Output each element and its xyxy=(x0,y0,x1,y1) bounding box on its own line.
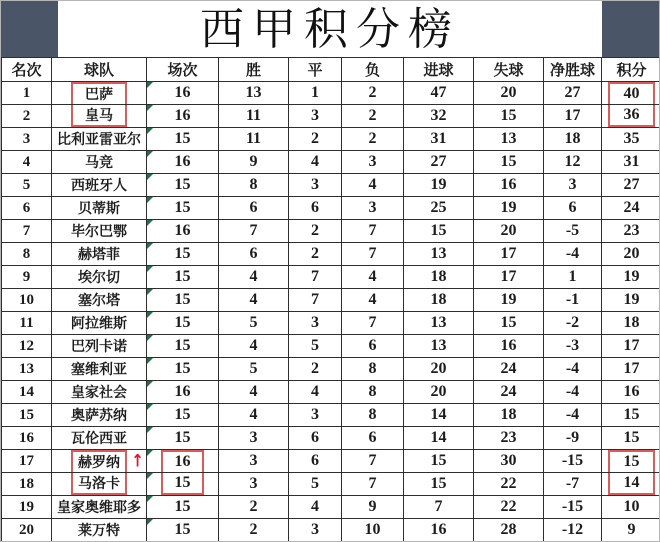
cell-loss: 2 xyxy=(342,105,404,128)
cell-draw: 6 xyxy=(289,197,342,220)
cell-loss: 8 xyxy=(342,358,404,381)
cell-pts: 19 xyxy=(602,266,660,289)
cell-pts: 31 xyxy=(602,151,660,174)
cell-team: 巴列卡诺 xyxy=(52,335,147,358)
cell-gf: 32 xyxy=(404,105,474,128)
cell-gf: 18 xyxy=(404,266,474,289)
table-row xyxy=(2,496,660,519)
cell-draw: 3 xyxy=(289,174,342,197)
cell-pts: 36 xyxy=(602,105,660,128)
cell-ga: 19 xyxy=(474,197,544,220)
cell-team: 马竞 xyxy=(52,151,147,174)
cell-gf: 15 xyxy=(404,220,474,243)
cell-pts: 10 xyxy=(602,496,660,519)
column-header-rank: 名次 xyxy=(2,58,52,82)
cell-ga: 22 xyxy=(474,473,544,496)
cell-ga: 18 xyxy=(474,404,544,427)
cell-loss: 2 xyxy=(342,82,404,105)
cell-draw: 3 xyxy=(289,404,342,427)
cell-loss: 8 xyxy=(342,381,404,404)
table-header-row xyxy=(2,58,660,82)
cell-gf: 16 xyxy=(404,519,474,542)
cell-pts: 35 xyxy=(602,128,660,151)
cell-gd: -9 xyxy=(544,427,602,450)
table-row xyxy=(2,312,660,335)
cell-team: 毕尔巴鄂 xyxy=(52,220,147,243)
cell-rank: 13 xyxy=(2,358,52,381)
cell-gd: -1 xyxy=(544,289,602,312)
cell-team: 巴萨 xyxy=(52,82,147,105)
cell-played: 15 xyxy=(147,358,219,381)
cell-team: 赫罗纳 ↑ xyxy=(52,450,147,473)
cell-rank: 5 xyxy=(2,174,52,197)
cell-gf: 27 xyxy=(404,151,474,174)
cell-team: 马洛卡 xyxy=(52,473,147,496)
column-header-team: 球队 xyxy=(52,58,147,82)
cell-draw: 5 xyxy=(289,335,342,358)
cell-pts: 20 xyxy=(602,243,660,266)
cell-win: 4 xyxy=(219,381,289,404)
cell-ga: 16 xyxy=(474,174,544,197)
cell-played: 16 xyxy=(147,82,219,105)
cell-win: 3 xyxy=(219,427,289,450)
cell-rank: 7 xyxy=(2,220,52,243)
cell-draw: 6 xyxy=(289,427,342,450)
cell-gf: 20 xyxy=(404,358,474,381)
cell-gf: 13 xyxy=(404,312,474,335)
cell-played: 15 xyxy=(147,427,219,450)
cell-rank: 20 xyxy=(2,519,52,542)
table-row xyxy=(2,105,660,128)
cell-pts: 17 xyxy=(602,335,660,358)
cell-team: 塞维利亚 xyxy=(52,358,147,381)
cell-ga: 13 xyxy=(474,128,544,151)
cell-draw: 4 xyxy=(289,496,342,519)
cell-team: 塞尔塔 xyxy=(52,289,147,312)
column-header-pts: 积分 xyxy=(602,58,660,82)
cell-played: 15 xyxy=(147,174,219,197)
cell-team: 阿拉维斯 xyxy=(52,312,147,335)
cell-ga: 24 xyxy=(474,358,544,381)
cell-win: 6 xyxy=(219,243,289,266)
cell-rank: 15 xyxy=(2,404,52,427)
promotion-up-arrow-icon: ↑ xyxy=(131,450,144,471)
cell-loss: 6 xyxy=(342,335,404,358)
table-row xyxy=(2,404,660,427)
cell-gd: -15 xyxy=(544,450,602,473)
cell-team: 莱万特 xyxy=(52,519,147,542)
cell-pts: 16 xyxy=(602,381,660,404)
column-header-gd: 净胜球 xyxy=(544,58,602,82)
cell-loss: 8 xyxy=(342,404,404,427)
cell-draw: 2 xyxy=(289,358,342,381)
cell-gf: 47 xyxy=(404,82,474,105)
cell-loss: 9 xyxy=(342,496,404,519)
title-bar xyxy=(1,1,659,57)
table-row xyxy=(2,220,660,243)
cell-played: 15 xyxy=(147,335,219,358)
cell-draw: 4 xyxy=(289,151,342,174)
cell-ga: 24 xyxy=(474,381,544,404)
cell-loss: 7 xyxy=(342,243,404,266)
cell-ga: 20 xyxy=(474,82,544,105)
cell-win: 3 xyxy=(219,450,289,473)
cell-win: 7 xyxy=(219,220,289,243)
table-row xyxy=(2,243,660,266)
cell-loss: 4 xyxy=(342,266,404,289)
cell-team: 皇马 xyxy=(52,105,147,128)
cell-pts: 19 xyxy=(602,289,660,312)
cell-pts: 24 xyxy=(602,197,660,220)
cell-gf: 18 xyxy=(404,289,474,312)
cell-draw: 1 xyxy=(289,82,342,105)
cell-win: 13 xyxy=(219,82,289,105)
cell-gf: 13 xyxy=(404,243,474,266)
cell-gd: 17 xyxy=(544,105,602,128)
cell-loss: 7 xyxy=(342,473,404,496)
cell-pts: 23 xyxy=(602,220,660,243)
table-row xyxy=(2,381,660,404)
cell-pts: 27 xyxy=(602,174,660,197)
column-header-played: 场次 xyxy=(147,58,219,82)
cell-gf: 15 xyxy=(404,473,474,496)
cell-played: 15 xyxy=(147,243,219,266)
cell-gd: -7 xyxy=(544,473,602,496)
cell-rank: 3 xyxy=(2,128,52,151)
cell-pts: 15 xyxy=(602,450,660,473)
cell-ga: 16 xyxy=(474,335,544,358)
cell-team: 皇家奥维耶多 xyxy=(52,496,147,519)
cell-team: 赫塔菲 xyxy=(52,243,147,266)
cell-gf: 14 xyxy=(404,404,474,427)
cell-win: 2 xyxy=(219,519,289,542)
cell-win: 4 xyxy=(219,266,289,289)
cell-ga: 20 xyxy=(474,220,544,243)
cell-rank: 2 xyxy=(2,105,52,128)
cell-win: 6 xyxy=(219,197,289,220)
cell-gd: -12 xyxy=(544,519,602,542)
column-header-ga: 失球 xyxy=(474,58,544,82)
cell-rank: 8 xyxy=(2,243,52,266)
cell-gd: 6 xyxy=(544,197,602,220)
cell-loss: 4 xyxy=(342,289,404,312)
cell-team: 比利亚雷亚尔 xyxy=(52,128,147,151)
cell-gd: 27 xyxy=(544,82,602,105)
cell-gd: -4 xyxy=(544,358,602,381)
cell-gf: 25 xyxy=(404,197,474,220)
cell-draw: 6 xyxy=(289,450,342,473)
cell-win: 4 xyxy=(219,289,289,312)
cell-played: 15 xyxy=(147,404,219,427)
cell-gd: -5 xyxy=(544,220,602,243)
cell-win: 3 xyxy=(219,473,289,496)
cell-gf: 13 xyxy=(404,335,474,358)
cell-played: 15 xyxy=(147,312,219,335)
player-illustration-right-image xyxy=(602,1,659,57)
table-row xyxy=(2,450,660,473)
cell-team: 贝蒂斯 xyxy=(52,197,147,220)
table-body xyxy=(2,82,660,542)
cell-rank: 11 xyxy=(2,312,52,335)
header-row xyxy=(2,58,660,82)
cell-draw: 7 xyxy=(289,289,342,312)
cell-team: 奥萨苏纳 xyxy=(52,404,147,427)
cell-gf: 14 xyxy=(404,427,474,450)
cell-loss: 10 xyxy=(342,519,404,542)
cell-rank: 18 xyxy=(2,473,52,496)
cell-played: 16 xyxy=(147,151,219,174)
cell-gd: -4 xyxy=(544,404,602,427)
table-row xyxy=(2,174,660,197)
player-illustration-left-image xyxy=(1,1,58,57)
cell-draw: 3 xyxy=(289,312,342,335)
column-header-loss: 负 xyxy=(342,58,404,82)
table-row xyxy=(2,266,660,289)
cell-rank: 6 xyxy=(2,197,52,220)
cell-ga: 19 xyxy=(474,289,544,312)
cell-ga: 28 xyxy=(474,519,544,542)
cell-draw: 2 xyxy=(289,220,342,243)
table-row xyxy=(2,82,660,105)
cell-gf: 19 xyxy=(404,174,474,197)
cell-gd: 18 xyxy=(544,128,602,151)
cell-ga: 30 xyxy=(474,450,544,473)
cell-loss: 4 xyxy=(342,174,404,197)
cell-rank: 17 xyxy=(2,450,52,473)
cell-pts: 14 xyxy=(602,473,660,496)
cell-gd: -2 xyxy=(544,312,602,335)
cell-gf: 31 xyxy=(404,128,474,151)
cell-rank: 9 xyxy=(2,266,52,289)
table-row xyxy=(2,335,660,358)
cell-rank: 16 xyxy=(2,427,52,450)
cell-gd: 3 xyxy=(544,174,602,197)
cell-team: 瓦伦西亚 xyxy=(52,427,147,450)
cell-rank: 4 xyxy=(2,151,52,174)
cell-draw: 5 xyxy=(289,473,342,496)
cell-played: 16 xyxy=(147,105,219,128)
table-row xyxy=(2,473,660,496)
cell-ga: 15 xyxy=(474,312,544,335)
cell-pts: 15 xyxy=(602,404,660,427)
table-row xyxy=(2,519,660,542)
cell-pts: 17 xyxy=(602,358,660,381)
cell-ga: 23 xyxy=(474,427,544,450)
cell-rank: 12 xyxy=(2,335,52,358)
cell-draw: 3 xyxy=(289,519,342,542)
cell-gd: -15 xyxy=(544,496,602,519)
table-row xyxy=(2,197,660,220)
cell-win: 11 xyxy=(219,105,289,128)
cell-gd: 12 xyxy=(544,151,602,174)
cell-draw: 4 xyxy=(289,381,342,404)
cell-played: 15 xyxy=(147,266,219,289)
cell-gd: 1 xyxy=(544,266,602,289)
column-header-gf: 进球 xyxy=(404,58,474,82)
cell-gf: 20 xyxy=(404,381,474,404)
cell-pts: 40 xyxy=(602,82,660,105)
table-row xyxy=(2,427,660,450)
cell-loss: 2 xyxy=(342,128,404,151)
cell-team: 西班牙人 xyxy=(52,174,147,197)
cell-gf: 15 xyxy=(404,450,474,473)
cell-rank: 14 xyxy=(2,381,52,404)
cell-gd: -3 xyxy=(544,335,602,358)
cell-draw: 2 xyxy=(289,243,342,266)
cell-ga: 15 xyxy=(474,151,544,174)
cell-gf: 7 xyxy=(404,496,474,519)
cell-rank: 1 xyxy=(2,82,52,105)
cell-loss: 7 xyxy=(342,312,404,335)
cell-win: 11 xyxy=(219,128,289,151)
cell-win: 9 xyxy=(219,151,289,174)
cell-pts: 18 xyxy=(602,312,660,335)
cell-team: 埃尔切 xyxy=(52,266,147,289)
cell-ga: 15 xyxy=(474,105,544,128)
cell-played: 16 xyxy=(147,220,219,243)
table-row xyxy=(2,151,660,174)
cell-played: 16 xyxy=(147,450,219,473)
cell-rank: 19 xyxy=(2,496,52,519)
table-row xyxy=(2,128,660,151)
cell-loss: 3 xyxy=(342,151,404,174)
cell-played: 15 xyxy=(147,473,219,496)
cell-played: 15 xyxy=(147,289,219,312)
cell-rank: 10 xyxy=(2,289,52,312)
cell-win: 5 xyxy=(219,312,289,335)
cell-team: 皇家社会 xyxy=(52,381,147,404)
cell-draw: 3 xyxy=(289,105,342,128)
cell-played: 15 xyxy=(147,496,219,519)
cell-win: 8 xyxy=(219,174,289,197)
column-header-win: 胜 xyxy=(219,58,289,82)
cell-pts: 9 xyxy=(602,519,660,542)
cell-played: 15 xyxy=(147,519,219,542)
cell-loss: 7 xyxy=(342,450,404,473)
cell-win: 2 xyxy=(219,496,289,519)
cell-played: 16 xyxy=(147,381,219,404)
cell-draw: 7 xyxy=(289,266,342,289)
cell-win: 4 xyxy=(219,335,289,358)
cell-pts: 15 xyxy=(602,427,660,450)
cell-loss: 7 xyxy=(342,220,404,243)
cell-draw: 2 xyxy=(289,128,342,151)
cell-gd: -4 xyxy=(544,381,602,404)
cell-ga: 22 xyxy=(474,496,544,519)
cell-played: 15 xyxy=(147,128,219,151)
table-row xyxy=(2,289,660,312)
standings-table xyxy=(1,57,660,542)
cell-gd: -4 xyxy=(544,243,602,266)
table-row xyxy=(2,358,660,381)
cell-loss: 3 xyxy=(342,197,404,220)
cell-ga: 17 xyxy=(474,243,544,266)
column-header-draw: 平 xyxy=(289,58,342,82)
page-title: 西甲积分榜 xyxy=(200,5,460,54)
cell-played: 15 xyxy=(147,197,219,220)
cell-win: 5 xyxy=(219,358,289,381)
cell-loss: 6 xyxy=(342,427,404,450)
cell-win: 4 xyxy=(219,404,289,427)
cell-ga: 17 xyxy=(474,266,544,289)
